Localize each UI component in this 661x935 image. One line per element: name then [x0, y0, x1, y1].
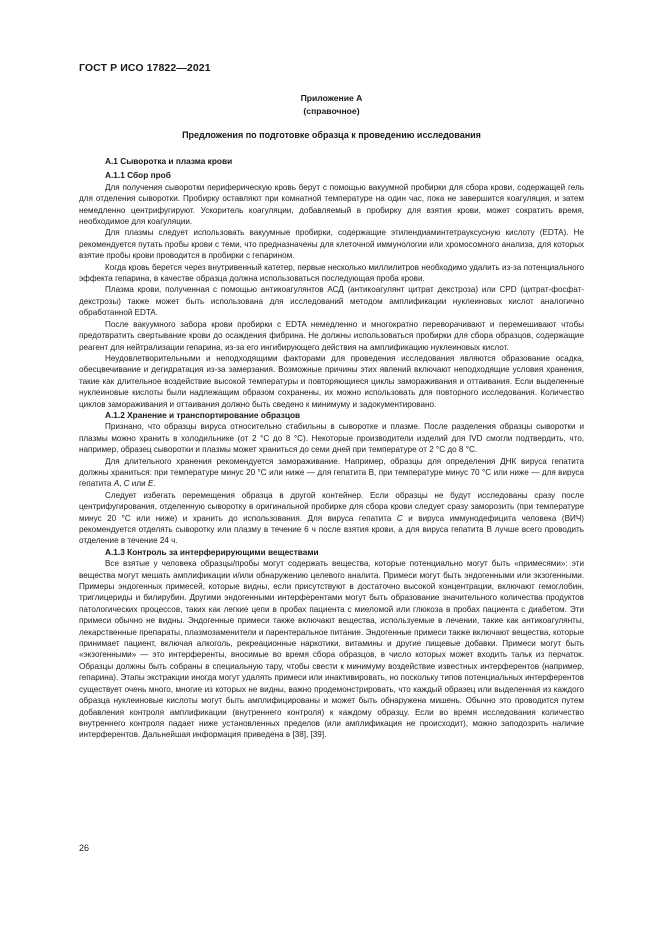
italic-letter: Е: [147, 479, 154, 489]
section-a12-title: А.1.2 Хранение и транспортирование образцов: [105, 409, 301, 420]
standard-header: ГОСТ Р ИСО 17822—2021: [79, 62, 211, 74]
paragraph: Когда кровь берется через внутривенный катетер, первые несколько миллилитров необходимо удалить из-за потенциального эффекта гепарина, в качестве образца должна использоваться последующая проба крови.: [79, 262, 584, 284]
document-body: [79, 156, 584, 741]
paragraph: [79, 490, 584, 547]
paragraph: Неудовлетворительными и неподходящими факторами для проведения исследования являются образование осадка, обесцвечивание и дегидратация из-за замерзания. Возможные причины этих явлений включают неподходящие условия хранения, такие как длительное воздействие высокой температуры и повторяющиеся циклы замораживания и оттаивания. Если выделенные нуклеиновые кислоты были надлежащим образом сохранены, их можно использовать для повторного исследования. Количество циклов замораживания и оттаивания должно быть сведено к минимуму и задокументировано.: [79, 353, 584, 409]
paragraph: Признано, что образцы вируса относительно стабильны в сыворотке и плазме. После разделения образцы сыворотки и плазмы можно хранить в холодильнике (от 2 °С до 8 °С). Некоторые производители изделий для IVD смогли подтвердить, что, например, образец сыворотки и плазмы может храниться до семи дней при температуре от 2 °С до 8 °С.: [79, 422, 584, 455]
section-a1-title: А.1 Сыворотка и плазма крови: [105, 156, 233, 166]
paragraph: Плазма крови, полученная с помощью антикоагулянтов АСД (антикоагулянт цитрат декстроза) или CPD (цитрат-фосфат-декстрозы) также может быть использована для исследований методом амплификации нуклеиновых кислот аналогично обработанной EDTA.: [79, 285, 584, 318]
appendix-title: Приложение А: [300, 93, 363, 103]
text-run: Следует избегать перемещения образца в другой контейнер. Если образцы не будут исследованы сразу после центрифугирования, отделенную сыворотку в оригинальной пробирке для сбора крови следует сразу заморозить (при температуре минус 20 °С или ниже) и хранить до использования. Для вируса гепатита: [79, 490, 584, 523]
paragraph: Для плазмы следует использовать вакуумные пробирки, содержащие этилендиаминтетрауксусную кислоту (EDTA). Не рекомендуется путать пробы крови с теми, что предназначены для клеточной иммунологии или хромосомного анализа, для которых взятие пробы крови проводится в пробирки с гепарином.: [79, 228, 584, 261]
text-run: .: [153, 479, 156, 489]
section-a13-title: А.1.3 Контроль за интерферирующими веществами: [105, 546, 319, 557]
text-run: ,: [119, 479, 124, 489]
text-run: и вируса иммунодефицита человека (ВИЧ) рекомендуется отделять сыворотку или плазму в течение 6 ч после взятия крови, а для вируса гепатита В лучше всего проводить отделение в течение 24 ч.: [79, 513, 584, 546]
paragraph: Для получения сыворотки периферическую кровь берут с помощью вакуумной пробирки для сбора крови, содержащей гель для отделения сыворотки. Пробирку оставляют при комнатной температуре на один час, пока не завершится коагуляция, и затем немедленно центрифугируют. Ускоритель коагуляции, добавляемый в пробирку для взятия крови, может сократить время, необходимое для коагуляции.: [79, 182, 584, 227]
text-run: Для длительного хранения рекомендуется замораживание. Например, образцы для определения ДНК вируса гепатита должны храниться: при температуре минус 20 °С или ниже — для гепатита В, при температуре минус 70 °С или ниже — для вируса гепатита: [79, 456, 584, 489]
appendix-heading: Предложения по подготовке образца к проведению исследования: [182, 130, 481, 140]
paragraph: Все взятые у человека образцы/пробы могут содержать вещества, которые потенциально могут быть «примесями»: эти вещества могут мешать амплификации и/или обнаружению целевого аналита. Примеси могут быть эндогенными или экзогенными. Примеры эндогенных примесей, которые видны, если присутствуют в достаточно высокой концентрации, включают гемоглобин, триглицериды и билирубин. Другими эндогенными интерферентами могут быть образование значительного количества продуктов патологических процессов, таких как легкие цепи в пробах пациента с миеломой или глюкоза в пробах пациента с диабетом. Эти примеси обычно не видны. Эндогенные примеси также включают вещества, используемые в лечении, такие как антикоагулянты, лекарственные препараты, плазмозаменители и парентеральное питание. Эндогенные примеси также включают вещества, которые принимает пациент, включая алкоголь, рекреационные наркотики, витамины и другие пищевые добавки. Примеси могут быть «экзогенными» — это интерференты, вносимые во время сбора образцов, в число которых может входить тальк из перчаток. Образцы должны быть собраны в специальную тару, чтобы свести к минимуму воздействие известных интерферентов (например, гепарина). Этапы экстракции иногда могут удалять примеси или инактивировать, но поскольку типов потенциальных интерферентов существует очень много, многие из которых не видны, важно продемонстрировать, что каждый образец или выделенная из каждого образца нуклеиновые кислоты могут быть амплифицированы и может быть обнаружена мишень. Обычно это проводится путем добавления контроля амплификации (внутреннего контроля) к каждому образцу. Если во время исследования количество внутреннего контроля падает ниже установленных пределов (или амплификация не происходит), можно заподозрить наличие интерферентов. Дальнейшая информация приведена в [38], [39].: [79, 559, 584, 740]
appendix-subtitle: (справочное): [303, 106, 360, 116]
paragraph: После вакуумного забора крови пробирки с EDTA немедленно и многократно переворачивают и перемешивают чтобы предотвратить свертывание крови до осаждения фибрина. Не должны использоваться пробирки для сбора образцов, содержащие реагент для нейтрализации гепарина, из-за его ингибирующего действия на амплификацию нуклеиновых кислот.: [79, 319, 584, 352]
section-a11-title: А.1.1 Сбор проб: [105, 170, 171, 181]
italic-letter: А: [113, 479, 120, 489]
page-number: 26: [79, 843, 90, 853]
italic-letter: С: [396, 513, 403, 523]
text-run: или: [129, 479, 148, 489]
italic-letter: С: [123, 479, 130, 489]
paragraph: [79, 456, 584, 490]
